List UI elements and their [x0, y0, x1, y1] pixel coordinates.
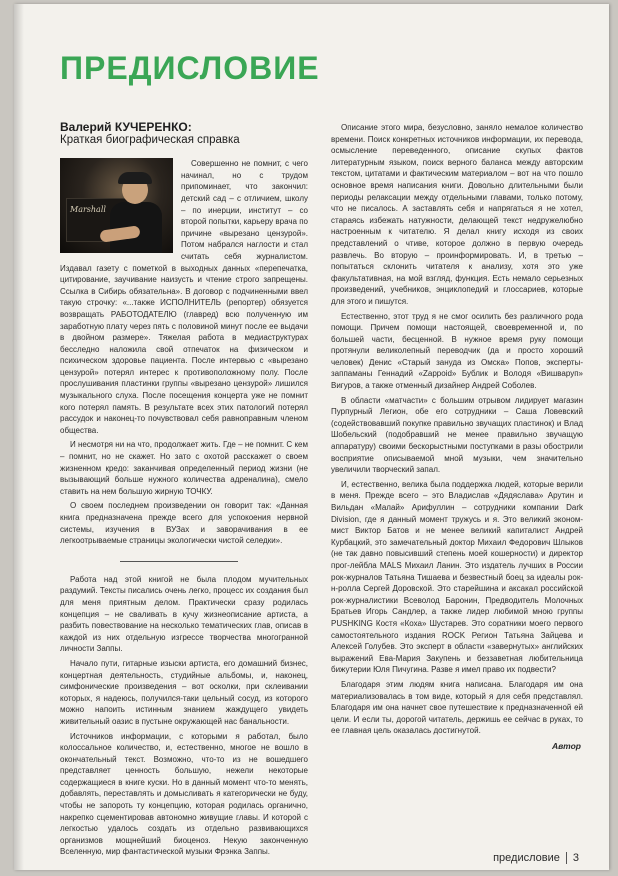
bio-paragraph: И несмотря ни на что, продолжает жить. Где – не помнит. С кем – помнит, но не скажет. Но зато с охотой расскажет о своем жизненном кредо: заканчивая определенный период жизни (не вызывающий больше нужного количества адреналина), смело ставить на нем большую жирную ТОЧКУ. [60, 440, 308, 496]
preface-paragraph: Работа над этой книгой не была плодом мучительных раздумий. Тексты писались очень легко, процесс их создания был для меня приятным делом. Практически сразу родилась концепция – не сваливать в кучу жизнеописание артиста, а разбить повествование на несколько тематических глав, описав в каждой из них отдельную изгрессе творчества многогранной личности Заппы. [60, 574, 308, 654]
author-name: Валерий КУЧЕРЕНКО: [60, 120, 192, 134]
preface-paragraph: И, естественно, велика была поддержка людей, которые верили в меня. Прежде всего – это Владислав «Дядяслава» Арутин и Вильдан «Малай» Арифуллин – сотрудники компании Dark Division, где я данный момент тружусь и я. Это великий эконом-мист Виктор Батов и не менее великий капиталист Андрей Курбацкий, это замечательный доктор Михаил Федорович Шлыков (не так давно повысивший степень моей кошерности) и директор прог-лейбла MALS Михаил Ланин. Это издатель лучших в России рок-журналов Татьяна Тишаева и безвестный боец за идеалы рок-н-ролла Сергей Доровской. Это старейшина и аксакал российской рок-журналистики Всеволод Баронин, Предводитель Молочных Братьев Игорь Сандлер, а также лидер любимой мною группы PUSHKING Костя «Коха» Шустарев. Это соратники моего первого самостоятельного издания ROCK Регион Татьяна Зайцева и Алексей Голубев. Это эксперт в области «завернутых» английских выражений Ева-Мария Закупень и беззаветная любительница бижутерии Юля Пичугина. Разве я имел право их подвести? [331, 479, 583, 675]
bio-paragraph: О своем последнем произведении он говорит так: «Данная книга предназначена прежде всего для успокоения нервной системы, изучения в ВУЗах и заворачивания в ее легкоотрываемые страницы экологически чистой селедки». [60, 501, 308, 546]
footer-divider [566, 852, 567, 864]
page [14, 4, 609, 870]
page-number: 3 [572, 852, 579, 864]
person-cap [118, 172, 152, 184]
preface-paragraph: Начало пути, гитарные изыски артиста, его домашний бизнес, концертная деятельность, студийные альбомы, и, наконец, симфонические произведения – вот осколки, при склеивании которых, я надеюсь, получился-таки цельный сосуд, из которого можно напоить истинным знанием жаждущего увидеть живительный оазис в пустыне окружающей нас банальности. [60, 658, 308, 726]
preface-paragraph: Источников информации, с которыми я работал, было колоссальное количество, и, естественно, многое не вошло в окончательный текст. Возможно, что-то из не вошедшего представляет ценность большую, нежели некоторые содержащиеся в книге куски. Но в данный момент что-то менять, добавлять, переставлять и домысливать я категорически не буду, чтобы не запороть ту концепцию, которая родилась органично, накрепко сцементировав автономно живущие главы. И которой с легкостью удалось создать из отдельно развивающихся организмов мощнейший биоценоз. Некую законченную Вселенную, мир фантастической музыки Фрэнка Заппы. [60, 731, 308, 857]
page-crease [14, 4, 24, 870]
preface-paragraph: Описание этого мира, безусловно, заняло немалое количество времени. Поиск конкретных источников информации, их перевода, осмысление переведенного, описание скупых фактов литературным языком, поиск верного баланса между авторским текстом, цитатами и фактическим материалом – вот на что пошло основное время написания книги. Довольно длительными были периоды релаксации между отдельными главами, только потому, что не писалось. А заставлять себя и напрягаться я не хотел, стараясь избежать натужности, делающей текст недружелюбно настроенным к читателю. Я делал книгу исходя из своих представлений о чтиве, которое должно в первую очередь развлечь. Во вторую – проинформировать. И, в третью – попытаться склонить читателя к анализу, хотя это уже факультативная, на мой взгляд, функция. Есть немало серьезных произведений, учебников, энциклопедий и глоссариев, которые для этого и пишутся. [331, 123, 583, 306]
preface-paragraph: Естественно, этот труд я не смог осилить без различного рода помощи. Причем помощи настоящей, своевременной и, по большей части, бесценной. В нужное время руку помощи протянули великолепный переводчик (да и просто хороший человек) Денис «Старый зануда из Омска» Попов, эксперты-заппаманы Геннадий «Zappoid» Бублик и Володя «Вишваруп» Вигуров, а также отменный дизайнер Андрей Соболев. [331, 311, 583, 391]
left-column [60, 122, 308, 861]
page-title: ПРЕДИСЛОВИЕ [60, 50, 320, 86]
section-divider [120, 561, 238, 562]
preface-paragraph: Благодаря этим людям книга написана. Благодаря им она материализовалась в том виде, который я для себя представлял. Благодаря им она начнет свое путешествие к предназначенной ей цели. И если ты, дорогой читатель, держишь ее сейчас в руках, то ее главная цель оказалась достигнутой. [331, 679, 583, 736]
bio-paragraph: Совершенно не помнит, с чего начинал, но с трудом припоминает, что закончил: детский сад – с отличием, школу – по инерции, институт – со второй попытки, карьеру врача по причине «вырезано цензурой». Потом набрался наглости и стал считать себя журналистом. Издавал газету с пометкой в выходных данных «перепечатка, цитирование, заучивание наизусть и чтение строго запрещены. Ссылка в Сибирь обязательна». В договор с подчиненными ввел такую строчку: «...также ИСПОЛНИТЕЛЬ (репортер) обязуется возвращать РАБОТОДАТЕЛЮ (главред) всю полученную им заработную плату через пять с половиной минут после ее выдачи в двойном размере». Тяжелая работа в медиаструктурах бесследно наложила свой отпечаток на физическом и психическом здоровье пациента. После интервью с «вырезано цензурой» потерял интерес к противоположному полу. После прослушивания пластинки группы «вырезано цензурой» лишился музыкального слуха. После посещения концерта уже не помнит кого потерял память. В результате всех этих патологий потерял рассудок и наконец-то почувствовал себя равноправным членом общества. [60, 159, 308, 435]
author-subtitle: Краткая биографическая справка [60, 133, 240, 146]
section-name: предисловие [493, 852, 560, 864]
right-column [331, 122, 583, 752]
signature: Автор [552, 740, 581, 751]
page-footer [493, 852, 579, 864]
author-photo [60, 158, 173, 253]
preface-paragraph: В области «матчасти» с большим отрывом лидирует магазин Пурпурный Легион, обе его сотрудники – Саша Ловевский (содействовавший покупке правильно звучащих пластинок) и Влад Шобельский (подобравший не менее правильно звучащую аппаратуру) своими бескорыстными поступками в разы обострили восприятие описываемой мной музыки, чем значительно увеличили творческий запал. [331, 395, 583, 475]
amplifier-logo: Marshall [70, 205, 106, 215]
